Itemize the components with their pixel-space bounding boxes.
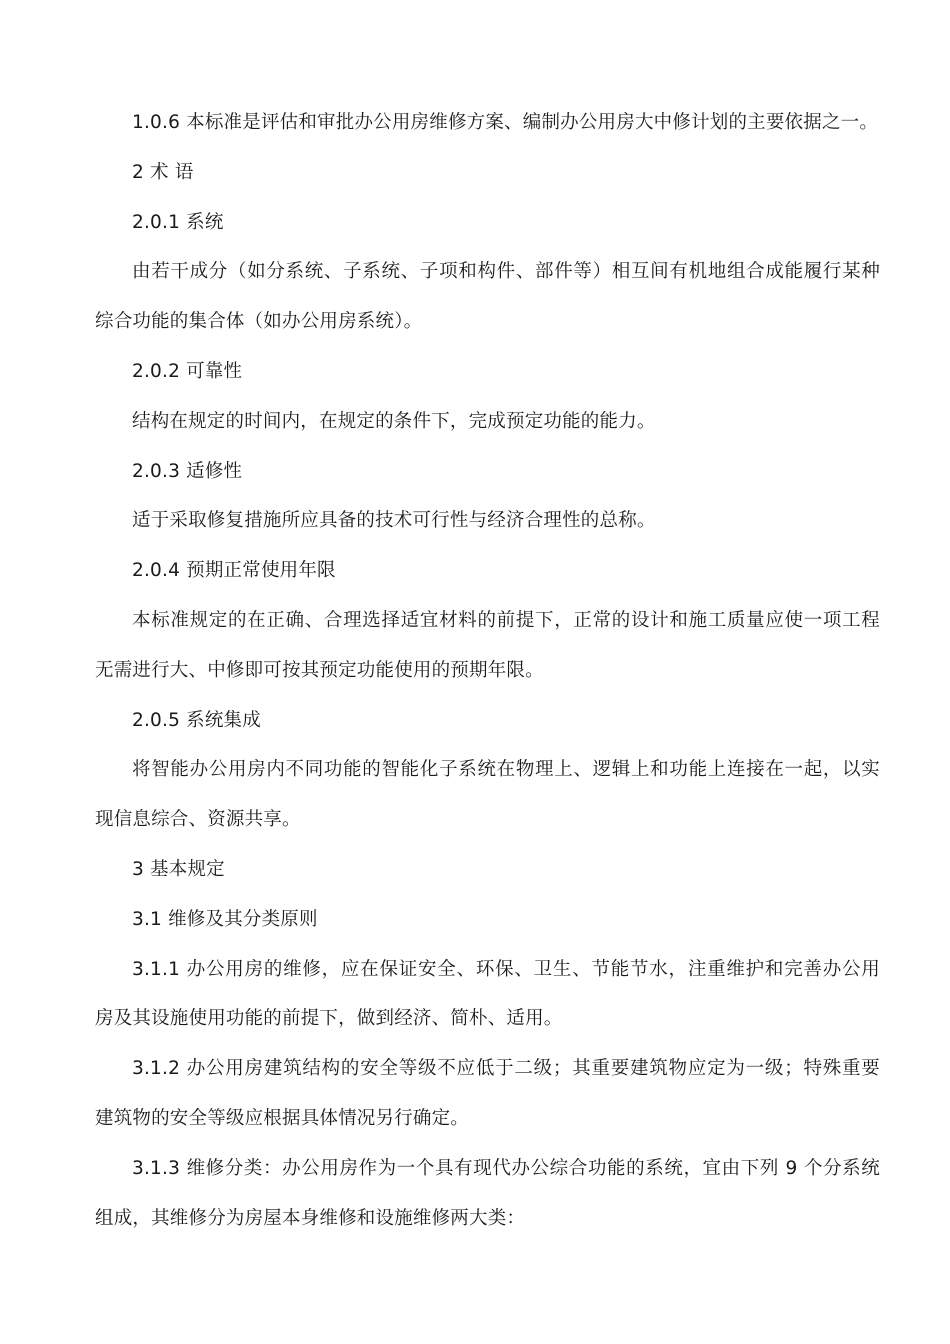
term-definition-line: 无需进行大、中修即可按其预定功能使用的预期年限。 [95,659,544,681]
clause-3-1-3: 3.1.3 维修分类：办公用房作为一个具有现代办公综合功能的系统，宜由下列 9 个分系统 [132,1157,880,1179]
term-heading-2-0-5: 2.0.5 系统集成 [132,709,261,731]
term-heading-2-0-3: 2.0.3 适修性 [132,460,243,482]
clause-text-line: 建筑物的安全等级应根据具体情况另行确定。 [95,1107,470,1129]
term-definition-line: 结构在规定的时间内，在规定的条件下，完成预定功能的能力。 [132,410,656,432]
term-heading-2-0-1: 2.0.1 系统 [132,211,224,233]
clause-1-0-6: 1.0.6 本标准是评估和审批办公用房维修方案、编制办公用房大中修计划的主要依据之一。 [132,112,879,133]
section-heading-3: 3 基本规定 [132,858,225,880]
term-definition-line: 由若干成分（如分系统、子系统、子项和构件、部件等）相互间有机地组合成能履行某种 [132,261,880,283]
term-definition-line: 综合功能的集合体（如办公用房系统）。 [95,311,423,333]
clause-3-1-2: 3.1.2 办公用房建筑结构的安全等级不应低于二级；其重要建筑物应定为一级；特殊重要 [132,1058,880,1080]
clause-3-1-1: 3.1.1 办公用房的维修，应在保证安全、环保、卫生、节能节水，注重维护和完善办公用 [132,958,880,980]
term-definition-line: 适于采取修复措施所应具备的技术可行性与经济合理性的总称。 [132,510,656,532]
term-definition-line: 将智能办公用房内不同功能的智能化子系统在物理上、逻辑上和功能上连接在一起，以实 [132,759,880,781]
term-definition-line: 本标准规定的在正确、合理选择适宜材料的前提下，正常的设计和施工质量应使一项工程 [132,609,880,631]
term-heading-2-0-2: 2.0.2 可靠性 [132,360,243,382]
clause-text-line: 房及其设施使用功能的前提下，做到经济、简朴、适用。 [95,1008,563,1030]
document-body [95,98,880,1243]
clause-text-line: 组成，其维修分为房屋本身维修和设施维修两大类： [95,1207,526,1229]
section-heading-2: 2 术 语 [132,161,194,183]
subsection-heading-3-1: 3.1 维修及其分类原则 [132,908,318,930]
term-definition-line: 现信息综合、资源共享。 [95,809,301,831]
term-heading-2-0-4: 2.0.4 预期正常使用年限 [132,560,336,582]
